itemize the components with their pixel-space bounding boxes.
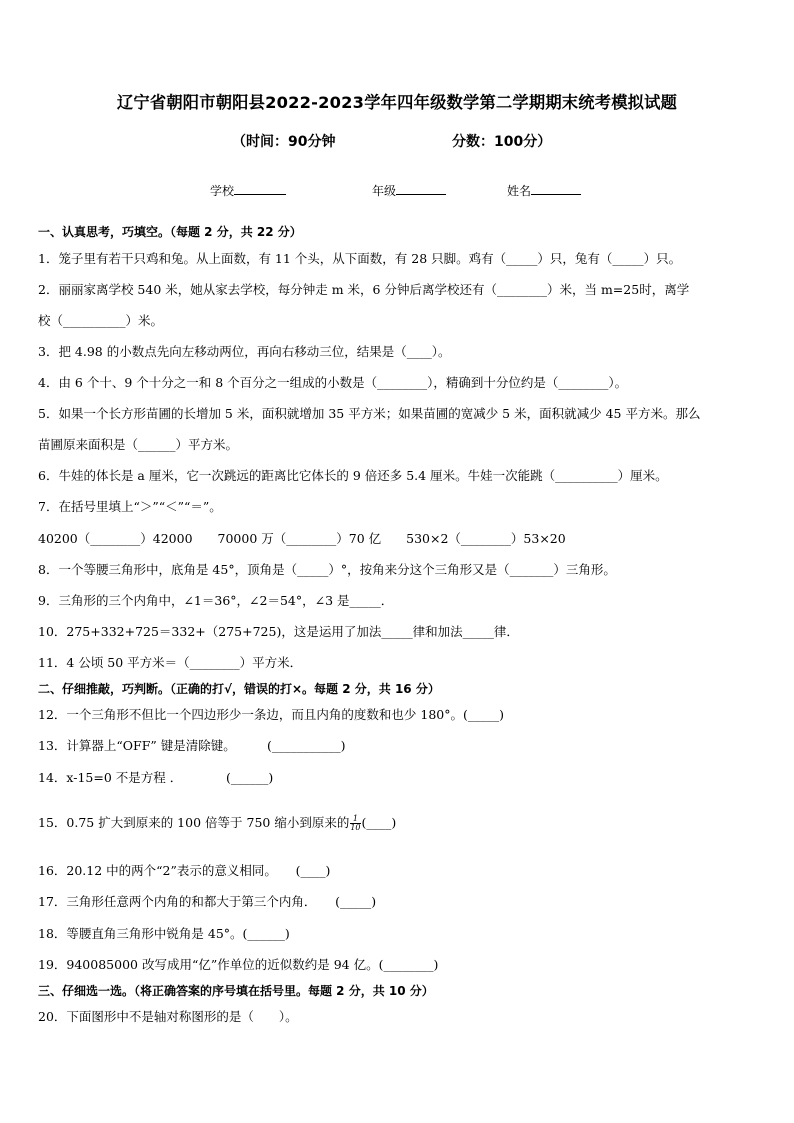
question-18: 18．等腰直角三角形中锐角是 45°。(______): [38, 926, 290, 941]
fraction-denominator: 10: [350, 823, 361, 832]
name-field: [507, 182, 581, 199]
question-20: 20．下面图形中不是轴对称图形的是（ ）。: [38, 1009, 298, 1024]
question-3: 3．把 4.98 的小数点先向左移动两位，再向右移动三位，结果是（____）。: [38, 344, 451, 359]
grade-blank[interactable]: [396, 182, 446, 195]
question-7: 7．在括号里填上“＞”“＜”“＝”。: [38, 499, 222, 514]
school-label: 学校: [210, 184, 235, 198]
question-5-line-1: 5．如果一个长方形苗圃的长增加 5 米，面积就增加 35 平方米；如果苗圃的宽减少 5 米，面积就减少 45 平方米。那么: [38, 406, 701, 421]
name-blank[interactable]: [531, 182, 581, 195]
fraction-one-tenth: [350, 815, 360, 832]
question-15-answer: (____): [361, 815, 397, 830]
question-6: 6．牛娃的体长是 a 厘米，它一次跳远的距离比它体长的 9 倍还多 5.4 厘米。牛娃一次能跳（__________）厘米。: [38, 468, 668, 483]
question-5-line-2: 苗圃原来面积是（______）平方米。: [38, 437, 239, 452]
school-field: [210, 182, 286, 199]
school-blank[interactable]: [234, 182, 286, 195]
question-14: 14．x-15=0 不是方程 ． (______): [38, 770, 274, 785]
question-16: 16．20.12 中的两个“2”表示的意义相同。 (____): [38, 863, 331, 878]
question-13: 13．计算器上“OFF” 键是清除键。 (___________): [38, 738, 346, 753]
grade-label: 年级: [372, 184, 397, 198]
question-12: 12．一个三角形不但比一个四边形少一条边，而且内角的度数和也少 180°。(_____): [38, 707, 504, 722]
fraction-numerator: 1: [350, 815, 360, 824]
question-11: 11．4 公顷 50 平方米＝（________）平方米．: [38, 655, 303, 670]
question-7-items: 40200（________）42000 70000 万（________）70 亿 530×2（________）53×20: [38, 531, 566, 546]
exam-score: 分数：100分）: [452, 134, 552, 150]
question-2-line-2: 校（__________）米。: [38, 313, 164, 328]
grade-field: [372, 182, 446, 199]
question-15: [38, 815, 396, 832]
question-2-line-1: 2．丽丽家离学校 540 米，她从家去学校，每分钟走 m 米，6 分钟后离学校还有（________）米，当 m=25时，离学: [38, 282, 690, 297]
question-8: 8．一个等腰三角形中，底角是 45°，顶角是（_____）°，按角来分这个三角形又是（_______）三角形。: [38, 562, 616, 577]
question-1: 1．笼子里有若干只鸡和兔。从上面数，有 11 个头，从下面数，有 28 只脚。鸡有（_____）只，兔有（_____）只。: [38, 251, 682, 266]
exam-time: （时间：90分钟: [232, 134, 336, 150]
page-title: 辽宁省朝阳市朝阳县2022-2023学年四年级数学第二学期期末统考模拟试题: [116, 93, 678, 112]
section-3-heading: 三、仔细选一选。（将正确答案的序号填在括号里。每题 2 分，共 10 分）: [38, 984, 434, 998]
section-2-heading: 二、仔细推敲，巧判断。（正确的打√，错误的打×。每题 2 分，共 16 分）: [38, 682, 440, 696]
section-1-heading: 一、认真思考，巧填空。（每题 2 分，共 22 分）: [38, 225, 302, 239]
question-4: 4．由 6 个十、9 个十分之一和 8 个百分之一组成的小数是（________），精确到十分位约是（________）。: [38, 375, 628, 390]
question-9: 9．三角形的三个内角中，∠1＝36°，∠2＝54°，∠3 是_____．: [38, 593, 394, 608]
question-19: 19．940085000 改写成用“亿”作单位的近似数约是 94 亿。(________): [38, 957, 439, 972]
name-label: 姓名: [507, 184, 532, 198]
question-10: 10．275+332+725＝332+（275+725)，这是运用了加法_____律和加法_____律．: [38, 624, 519, 639]
question-17: 17．三角形任意两个内角的和都大于第三个内角． (_____): [38, 894, 377, 909]
question-15-text: 15．0.75 扩大到原来的 100 倍等于 750 缩小到原来的: [38, 815, 350, 830]
